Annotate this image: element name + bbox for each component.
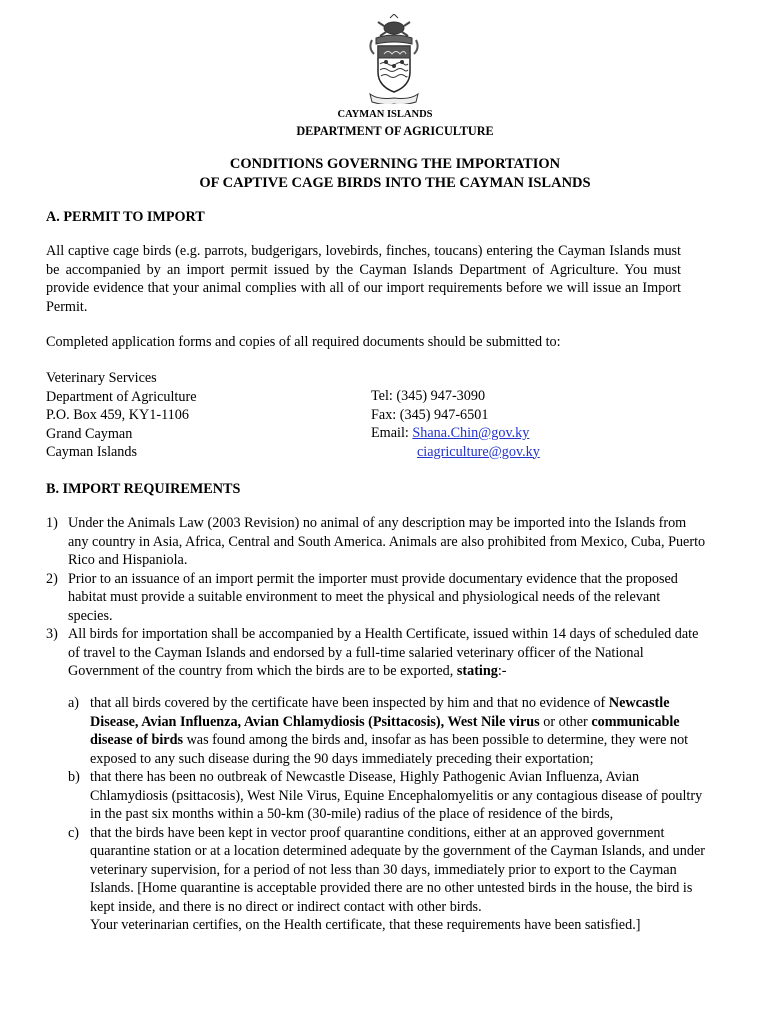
condition-diseases-bold: Newcastle Disease, Avian Influenza, Avian Chlamydiosis (Psittacosis), West Nile virus	[90, 695, 670, 730]
section-a-paragraph-1: All captive cage birds (e.g. parrots, budgerigars, lovebirds, finches, toucans) entering the Cayman Islands must be accompanied by an import permit issued by the Cayman Islands Department of Agriculture. You must provide evidence that your animal complies with all of our import requirements before we will issue an Import Permit.	[46, 243, 681, 315]
condition-communicable-bold: communicable disease of birds	[90, 713, 680, 748]
requirement-item	[46, 625, 706, 681]
requirement-number: 3)	[46, 626, 58, 642]
condition-item-a	[68, 694, 708, 768]
address-line: P.O. Box 459, KY1-1106	[46, 407, 189, 423]
condition-text-continued: Your veterinarian certifies, on the Health certificate, that these requirements have been satisfied.]	[90, 917, 641, 933]
title-line-2: OF CAPTIVE CAGE BIRDS INTO THE CAYMAN ISLANDS	[199, 175, 591, 191]
address-line: Department of Agriculture	[46, 388, 197, 405]
requirement-item	[46, 514, 706, 570]
condition-item-c	[68, 824, 708, 935]
import-requirements-list	[46, 514, 706, 681]
section-a-heading: A. PERMIT TO IMPORT	[46, 209, 205, 225]
requirement-text: Prior to an issuance of an import permit the importer must provide documentary evidence that the proposed habitat must provide a suitable environment to meet the physical and physiological needs of the relevant species.	[68, 570, 678, 624]
section-b-heading: B. IMPORT REQUIREMENTS	[46, 481, 241, 497]
contact-email-row-2	[371, 443, 540, 462]
requirement-text: All birds for importation shall be accompanied by a Health Certificate, issued within 14 days of scheduled date of travel to the Cayman Islands and endorsed by a full-time salaried veterinary officer of the National Government of the country from which the birds are to be exported,	[68, 626, 699, 679]
condition-text: or other	[539, 713, 592, 730]
requirement-text-end: :-	[497, 663, 507, 679]
title-line-1: CONDITIONS GOVERNING THE IMPORTATION	[229, 156, 561, 172]
condition-letter: b)	[68, 769, 80, 785]
address-line: Veterinary Services	[46, 370, 157, 386]
requirement-text-bold: stating	[456, 663, 498, 679]
contact-details	[371, 387, 540, 461]
email-link-shana-chin[interactable]: Shana.Chin@gov.ky	[412, 425, 530, 441]
email-link-ciagriculture[interactable]: ciagriculture@gov.ky	[417, 443, 540, 460]
address-line: Grand Cayman	[46, 425, 133, 442]
health-certificate-conditions	[68, 694, 708, 935]
requirement-number: 2)	[46, 570, 58, 587]
document-title	[0, 155, 770, 193]
condition-letter: a)	[68, 695, 80, 711]
address-line: Cayman Islands	[46, 444, 138, 460]
requirement-number: 1)	[46, 515, 58, 531]
contact-email-label: Email:	[371, 425, 413, 441]
condition-text: that there has been no outbreak of Newcastle Disease, Highly Pathogenic Avian Influenza, Avian Chlamydiosis (psittacosis), West Nile Virus, Equine Encephalomyelitis or any contagious disease of poultry in the past six months within a 50-km (30-mile) radius of the place of residence of the birds,	[90, 769, 703, 822]
contact-fax: Fax: (345) 947-6501	[371, 406, 489, 423]
contact-tel: Tel: (345) 947-3090	[371, 388, 486, 404]
contact-email-row	[371, 424, 540, 443]
department-name: DEPARTMENT OF AGRICULTURE	[296, 124, 494, 138]
requirement-text: Under the Animals Law (2003 Revision) no animal of any description may be imported into the Islands from any country in Asia, Africa, Central and South America. Animals are also prohibited from Mexico, Cuba, Puerto Rico and Hispaniola.	[68, 515, 706, 568]
condition-letter: c)	[68, 824, 80, 841]
condition-item-b	[68, 768, 708, 824]
condition-text: that the birds have been kept in vector proof quarantine conditions, either at an approved government quarantine station or at a location determined adequate by the government of the Cayman Islands, and under veterinary supervision, for a period of not less than 30 days, immediately prior to export to the Cayman Islands. [Home quarantine is acceptable provided there are no other untested birds in the house, the bird is kept inside, and there is no direct or indirect contact with other birds.	[90, 824, 705, 915]
cayman-islands-coat-of-arms-icon	[362, 14, 426, 104]
department-country: CAYMAN ISLANDS	[337, 109, 433, 120]
condition-text: that all birds covered by the certificate have been inspected by him and that no evidence of	[90, 695, 609, 711]
requirement-item	[46, 570, 706, 626]
section-a-paragraph-2: Completed application forms and copies of all required documents should be submitted to:	[46, 334, 561, 350]
contact-address	[46, 369, 197, 462]
condition-text: was found among the birds and, insofar as has been possible to determine, they were not exposed to any such disease during the 90 days immediately preceding their exportation;	[90, 732, 689, 767]
